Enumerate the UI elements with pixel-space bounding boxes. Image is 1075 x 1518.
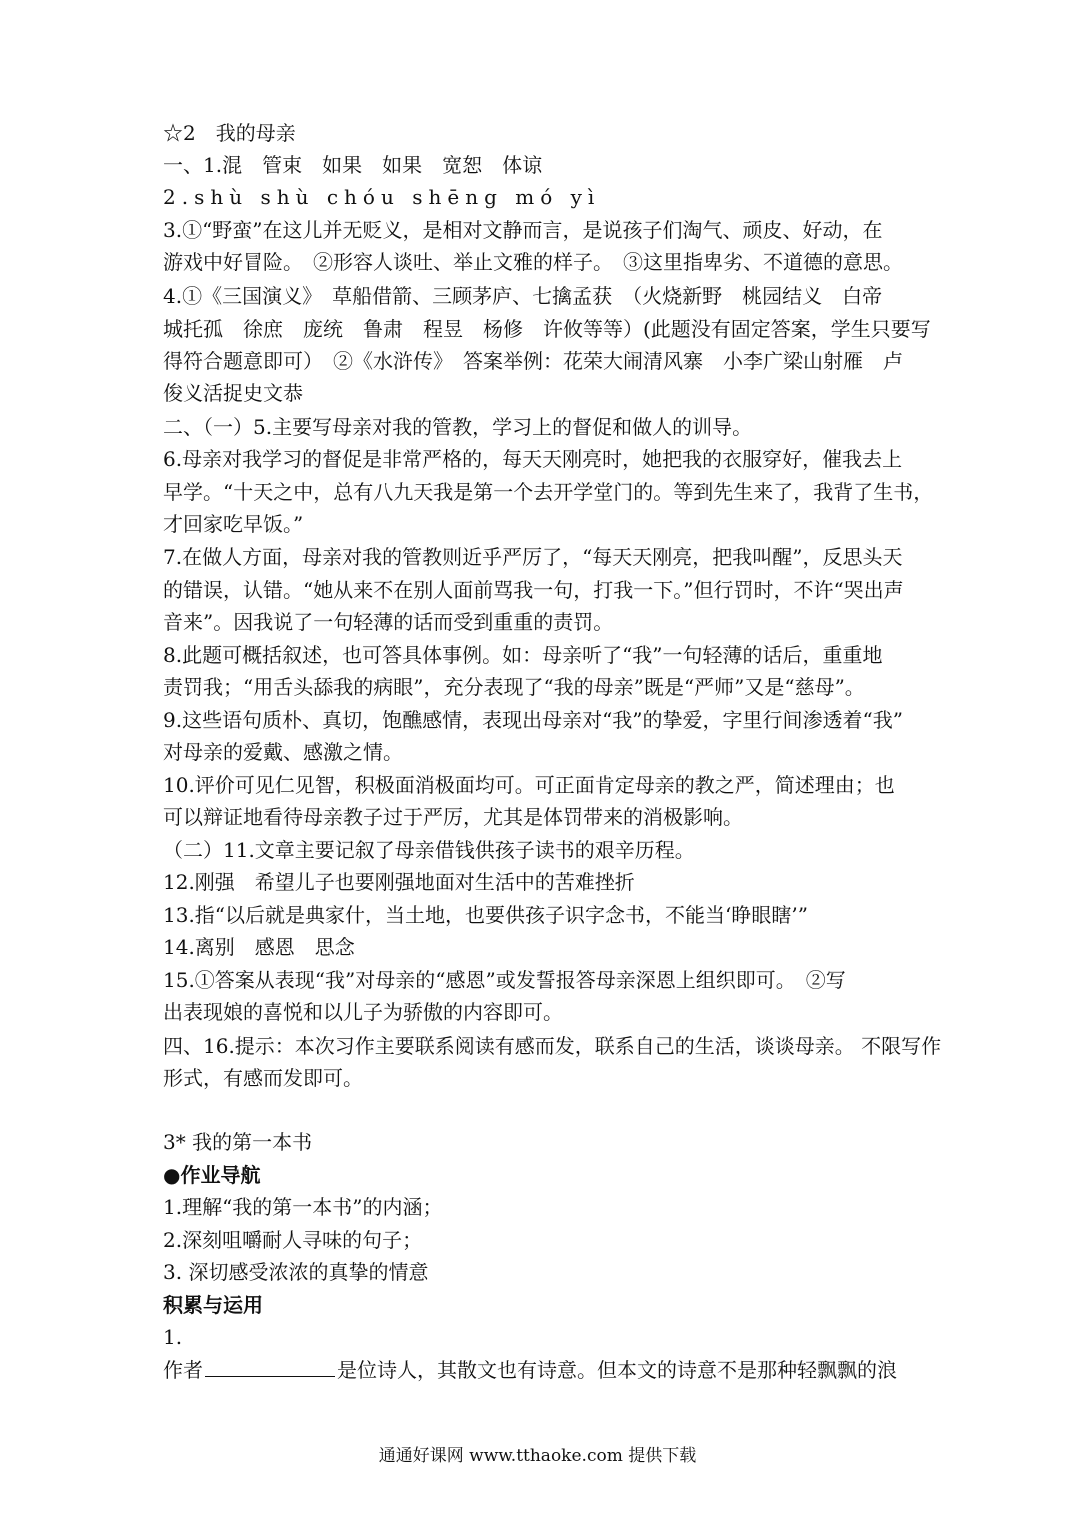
guide-item: 2.深刻咀嚼耐人寻味的句子； <box>163 1228 423 1252</box>
section-title: 3* 我的第一本书 <box>163 1130 313 1154</box>
answer-line: 8.此题可概括叙述，也可答具体事例。如：母亲听了“我”一句轻薄的话后，重重地 <box>163 643 883 667</box>
answer-line: 才回家吃早饭。” <box>163 512 304 536</box>
guide-heading: ●作业导航 <box>163 1163 261 1187</box>
answer-line: 得符合题意即可） ②《水浒传》 答案举例：花荣大闹清风寨 小李广梁山射雁 卢 <box>163 349 903 373</box>
answer-line: 音来”。因我说了一句轻薄的话而受到重重的责罚。 <box>163 610 614 634</box>
answer-line: 15.①答案从表现“我”对母亲的“感恩”或发誓报答母亲深恩上组织即可。 ②写 <box>163 968 846 992</box>
answer-line: 一、1.混 管束 如果 如果 宽恕 体谅 <box>163 153 543 177</box>
answer-line: 4.①《三国演义》 草船借箭、三顾茅庐、七擒孟获 （火烧新野 桃园结义 白帝 <box>163 284 883 308</box>
answer-line: 四、16.提示：本次习作主要联系阅读有感而发，联系自己的生活，谈谈母亲。 不限写作 <box>163 1034 942 1058</box>
answer-line: 的错误，认错。“她从来不在别人面前骂我一句，打我一下。”但行罚时，不许“哭出声 <box>163 578 904 602</box>
answer-line: 10.评价可见仁见智，积极面消极面均可。可正面肯定母亲的教之严，简述理由；也 <box>163 773 895 797</box>
answer-line: 二、（一）5.主要写母亲对我的管教，学习上的督促和做人的训导。 <box>163 415 753 439</box>
answer-line: 游戏中好冒险。 ②形容人谈吐、举止文雅的样子。 ③这里指卑劣、不道德的意思。 <box>163 250 903 274</box>
guide-item: 1.理解“我的第一本书”的内涵； <box>163 1195 443 1219</box>
answer-line: 可以辩证地看待母亲教子过于严厉，尤其是体罚带来的消极影响。 <box>163 805 743 829</box>
answer-line: 早学。“十天之中，总有八九天我是第一个去开学堂门的。等到先生来了，我背了生书， <box>163 480 934 504</box>
answer-line: 对母亲的爱戴、感激之情。 <box>163 740 403 764</box>
practice-heading: 积累与运用 <box>163 1293 263 1317</box>
page-footer: 通通好课网 www.tthaoke.com 提供下载 <box>378 1446 697 1466</box>
answer-line: 9.这些语句质朴、真切，饱醮感情，表现出母亲对“我”的挚爱，字里行间渗透着“我” <box>163 708 903 732</box>
answer-line: 俊义活捉史文恭 <box>163 381 303 405</box>
answer-line: （二）11.文章主要记叙了母亲借钱供孩子读书的艰辛历程。 <box>163 838 695 862</box>
answer-line: 13.指“以后就是典家什，当土地，也要供孩子识字念书，不能当‘睁眼瞎’” <box>163 903 808 927</box>
answer-line: 14.离别 感恩 思念 <box>163 935 355 959</box>
answer-line: 责罚我；“用舌头舔我的病眼”，充分表现了“我的母亲”既是“严师”又是“慈母”。 <box>163 675 865 699</box>
section-title: ☆2 我的母亲 <box>163 121 296 145</box>
question-prefix: 作者 <box>163 1358 203 1382</box>
guide-item: 3. 深切感受浓浓的真挚的情意 <box>163 1260 429 1284</box>
answer-line: 6.母亲对我学习的督促是非常严格的，每天天刚亮时，她把我的衣服穿好，催我去上 <box>163 447 903 471</box>
answer-line: 城托孤 徐庶 庞统 鲁肃 程昱 杨修 许攸等等）(此题没有固定答案，学生只要写 <box>163 317 931 341</box>
answer-blank[interactable] <box>205 1356 335 1377</box>
answer-line: 3.①“野蛮”在这儿并无贬义，是相对文静而言，是说孩子们淘气、顽皮、好动，在 <box>163 218 883 242</box>
question-suffix: 是位诗人，其散文也有诗意。但本文的诗意不是那种轻飘飘的浪 <box>337 1358 897 1382</box>
answer-line: 形式，有感而发即可。 <box>163 1066 363 1090</box>
answer-line: 出表现娘的喜悦和以儿子为骄傲的内容即可。 <box>163 1000 563 1024</box>
question-number: 1. <box>163 1325 183 1349</box>
question-line <box>163 1354 963 1386</box>
answer-line: 12.刚强 希望儿子也要刚强地面对生活中的苦难挫折 <box>163 870 635 894</box>
answer-line: 2.shù shù chóu shēng mó yì <box>163 185 601 209</box>
answer-line: 7.在做人方面，母亲对我的管教则近乎严厉了，“每天天刚亮，把我叫醒”，反思头天 <box>163 545 903 569</box>
